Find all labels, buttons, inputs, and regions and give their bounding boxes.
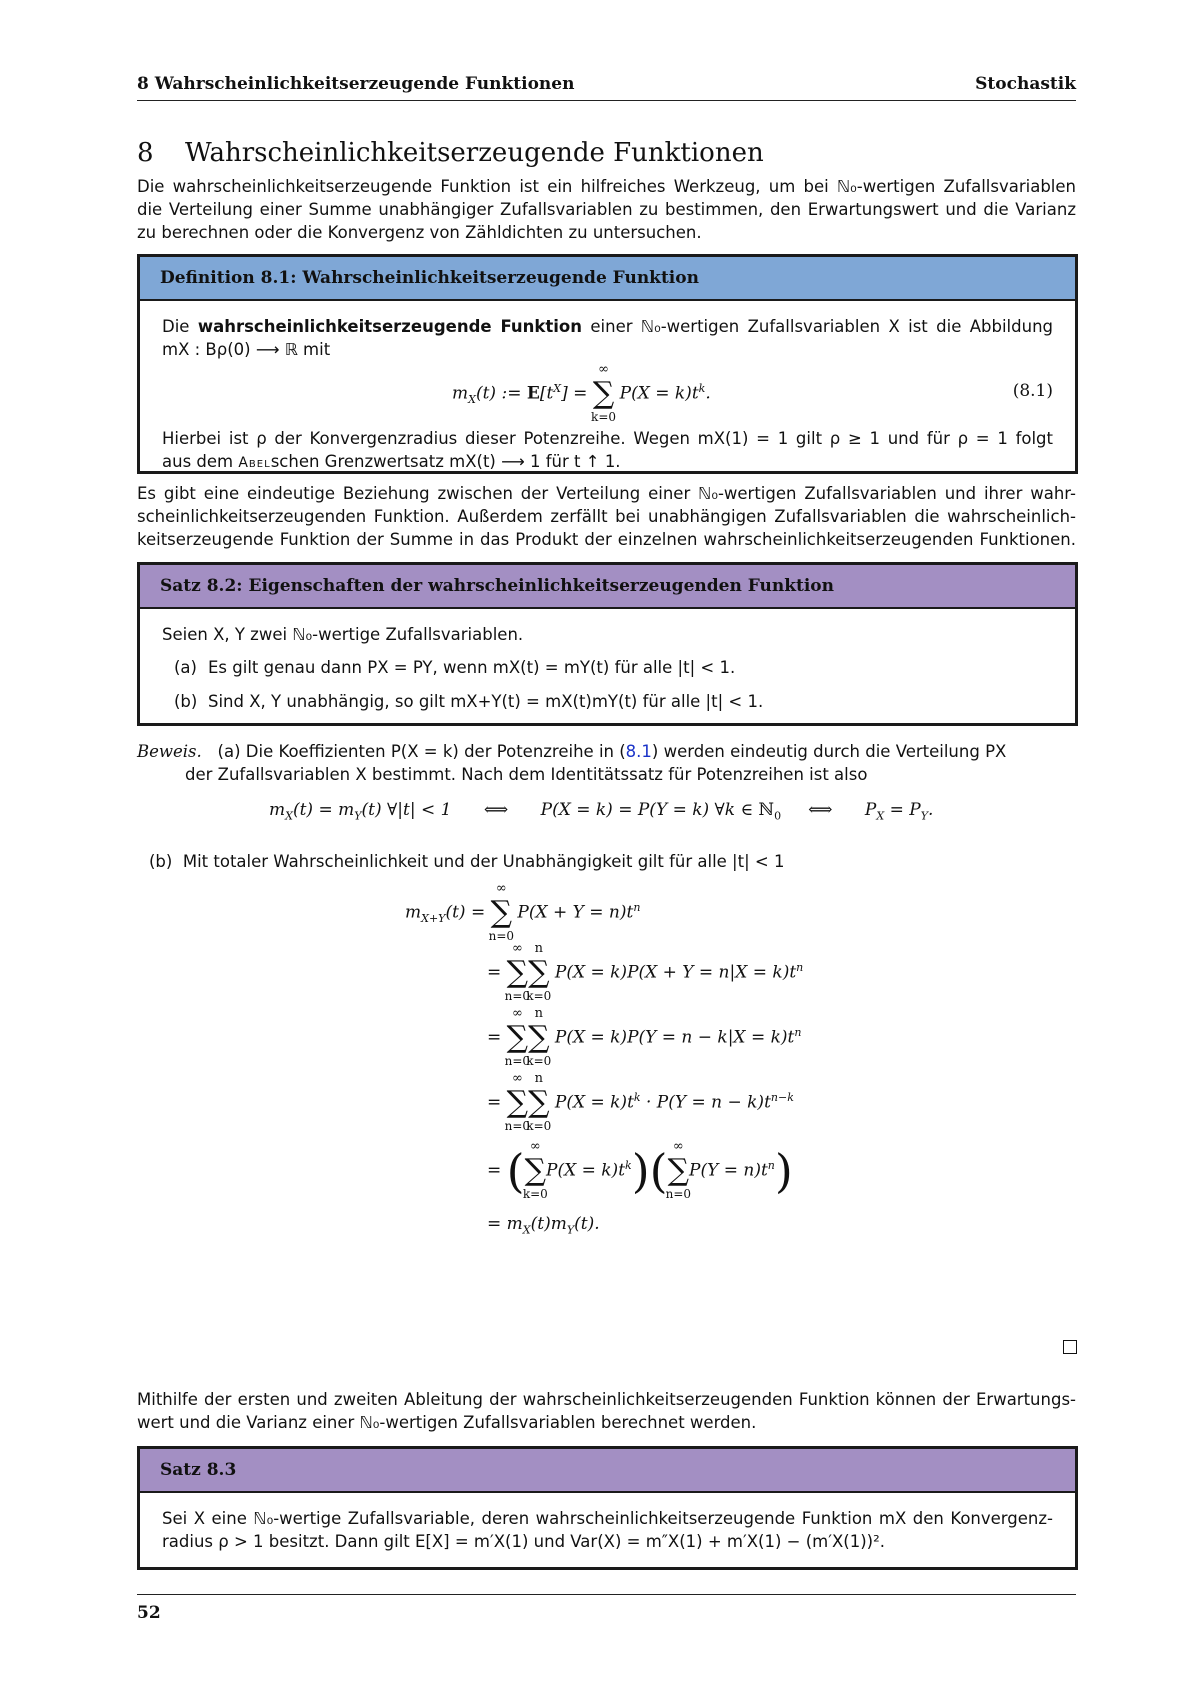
derivation-line-1: $m_{X+Y}(t)$ = ∑ ∞ n=0 $P(X + Y = n)t^n$ bbox=[405, 881, 641, 943]
paragraph-line: wert und die Varianz einer ℕ₀-wertigen Zufallsvariablen berechnet werden. bbox=[137, 1413, 757, 1432]
proof-head: Beweis. bbox=[137, 742, 202, 761]
proof-a-equation: $m_X(t) = m_Y(t)$ ∀|t| < 1 ⟺ P(X = k) = P(Y = k) ∀k ∈ ℕ$_0$ ⟺ $P_X = P_Y$. bbox=[269, 800, 934, 823]
running-head bbox=[137, 70, 1076, 101]
definition-line: aus dem Abelschen Grenzwertsatz mX(t) ⟶ 1 für t ↑ 1. bbox=[162, 452, 621, 471]
derivation-line-2: = ∑ ∞ n=0 ∑ n k=0 $P(X = k)P(X + Y = n|X = k)t^n$ bbox=[487, 941, 804, 1003]
running-head-right: Stochastik bbox=[975, 74, 1076, 94]
intro-line: zu berechnen oder die Konvergenz von Zähldichten zu untersuchen. bbox=[137, 223, 702, 242]
theorem-8-2-item-a: (a) Es gilt genau dann PX = PY, wenn mX(t) = mY(t) für alle |t| < 1. bbox=[174, 658, 736, 677]
theorem-8-2-title: Satz 8.2: Eigenschaften der wahrscheinlichkeitserzeugenden Funktion bbox=[140, 565, 1075, 609]
definition-title: Definition 8.1: Wahrscheinlichkeitserzeugende Funktion bbox=[140, 257, 1075, 301]
derivation-line-3: = ∑ ∞ n=0 ∑ n k=0 $P(X = k)P(Y = n - k|X = k)t^n$ bbox=[487, 1006, 802, 1068]
intro-line: die Verteilung einer Summe unabhängiger Zufallsvariablen zu bestimmen, den Erwartungswert und die Varianz bbox=[137, 200, 1076, 219]
abel-name: Abel bbox=[238, 455, 271, 471]
page bbox=[137, 0, 1076, 1698]
derivation-line-4: = ∑ ∞ n=0 ∑ n k=0 $P(X = k)t^k \cdot P(Y = n - k)t^{n-k}$ bbox=[487, 1071, 794, 1133]
proof-part-a: Beweis. (a) Die Koeffizienten P(X = k) der Potenzreihe in (8.1) werden eindeutig durch die Verteilung PX der Zufallsvariablen X bestimmt. Nach dem Identitätssatz für Potenzreihen ist also bbox=[137, 740, 1076, 786]
definition-equation: $m_X(t)$ := $E[t^X]$ = ∑ ∞ k=0 $P(X = k)t^k$. (8.1) bbox=[452, 362, 1053, 424]
qed-symbol bbox=[1063, 1340, 1077, 1354]
theorem-8-2-box bbox=[137, 562, 1078, 726]
equation-reference-link[interactable]: 8.1 bbox=[625, 742, 652, 761]
section-number: 8 bbox=[137, 138, 154, 168]
paragraph-line: keitserzeugende Funktion der Summe in das Produkt der einzelnen wahrscheinlichkeitserzeugenden Funktionen. bbox=[137, 530, 1076, 549]
theorem-8-3-box bbox=[137, 1446, 1078, 1570]
definition-box bbox=[137, 254, 1078, 474]
paragraph-line: scheinlichkeitserzeugenden Funktion. Außerdem zerfällt bei unabhängigen Zufallsvariablen die wahrscheinlich- bbox=[137, 507, 1076, 526]
derivation-line-5: = (∑ ∞ k=0 $P(X = k)t^k)(\sum$ ∞ n=0 $P(Y = n)t^n$) bbox=[487, 1139, 793, 1201]
theorem-8-2-intro: Seien X, Y zwei ℕ₀-wertige Zufallsvariablen. bbox=[162, 625, 524, 644]
paragraph-2 bbox=[137, 482, 1076, 551]
theorem-8-2-body bbox=[140, 623, 1075, 714]
footer-rule bbox=[137, 1594, 1076, 1595]
theorem-8-3-body bbox=[140, 1507, 1075, 1553]
theorem-8-2-item-b: (b) Sind X, Y unabhängig, so gilt mX+Y(t) = mX(t)mY(t) für alle |t| < 1. bbox=[174, 692, 764, 711]
intro-line: Die wahrscheinlichkeitserzeugende Funktion ist ein hilfreiches Werkzeug, um bei ℕ₀-wertigen Zufallsvariablen bbox=[137, 177, 1076, 196]
theorem-8-3-title: Satz 8.3 bbox=[140, 1449, 1075, 1493]
definition-line: Hierbei ist ρ der Konvergenzradius dieser Potenzreihe. Wegen mX(1) = 1 gilt ρ ≥ 1 und für ρ = 1 folgt bbox=[162, 429, 1053, 448]
section-heading bbox=[137, 138, 764, 168]
definition-body bbox=[140, 315, 1075, 475]
page-number: 52 bbox=[137, 1603, 161, 1623]
derivation-line-6: = $m_X(t)m_Y(t)$. bbox=[487, 1214, 600, 1237]
section-title: Wahrscheinlichkeitserzeugende Funktionen bbox=[185, 138, 764, 168]
paragraph-3 bbox=[137, 1388, 1076, 1434]
definition-line: Die wahrscheinlichkeitserzeugende Funktion einer ℕ₀-wertigen Zufallsvariablen X ist die Abbildung bbox=[162, 317, 1054, 336]
running-head-left: 8 Wahrscheinlichkeitserzeugende Funktionen bbox=[137, 74, 575, 94]
paragraph-line: Es gibt eine eindeutige Beziehung zwischen der Verteilung einer ℕ₀-wertigen Zufallsvariablen und ihrer wahr- bbox=[137, 484, 1076, 503]
theorem-8-3-line: Sei X eine ℕ₀-wertige Zufallsvariable, deren wahrscheinlichkeitserzeugende Funktion mX den Konvergenz- bbox=[162, 1509, 1053, 1528]
definition-line: mX : Bρ(0) ⟶ ℝ mit bbox=[162, 340, 331, 359]
theorem-8-3-line: radius ρ > 1 besitzt. Dann gilt E[X] = m′X(1) und Var(X) = m″X(1) + m′X(1) − (m′X(1))². bbox=[162, 1532, 885, 1551]
intro-paragraph bbox=[137, 175, 1076, 244]
paragraph-line: Mithilfe der ersten und zweiten Ableitung der wahrscheinlichkeitserzeugenden Funktion können der Erwartungs- bbox=[137, 1390, 1076, 1409]
proof-part-b: (b) Mit totaler Wahrscheinlichkeit und der Unabhängigkeit gilt für alle |t| < 1 bbox=[149, 852, 785, 871]
definition-term: wahrscheinlichkeitserzeugende Funktion bbox=[197, 317, 582, 336]
equation-number: (8.1) bbox=[1012, 381, 1053, 401]
proof-a-line-2: der Zufallsvariablen X bestimmt. Nach dem Identitätssatz für Potenzreihen ist also bbox=[185, 765, 868, 784]
